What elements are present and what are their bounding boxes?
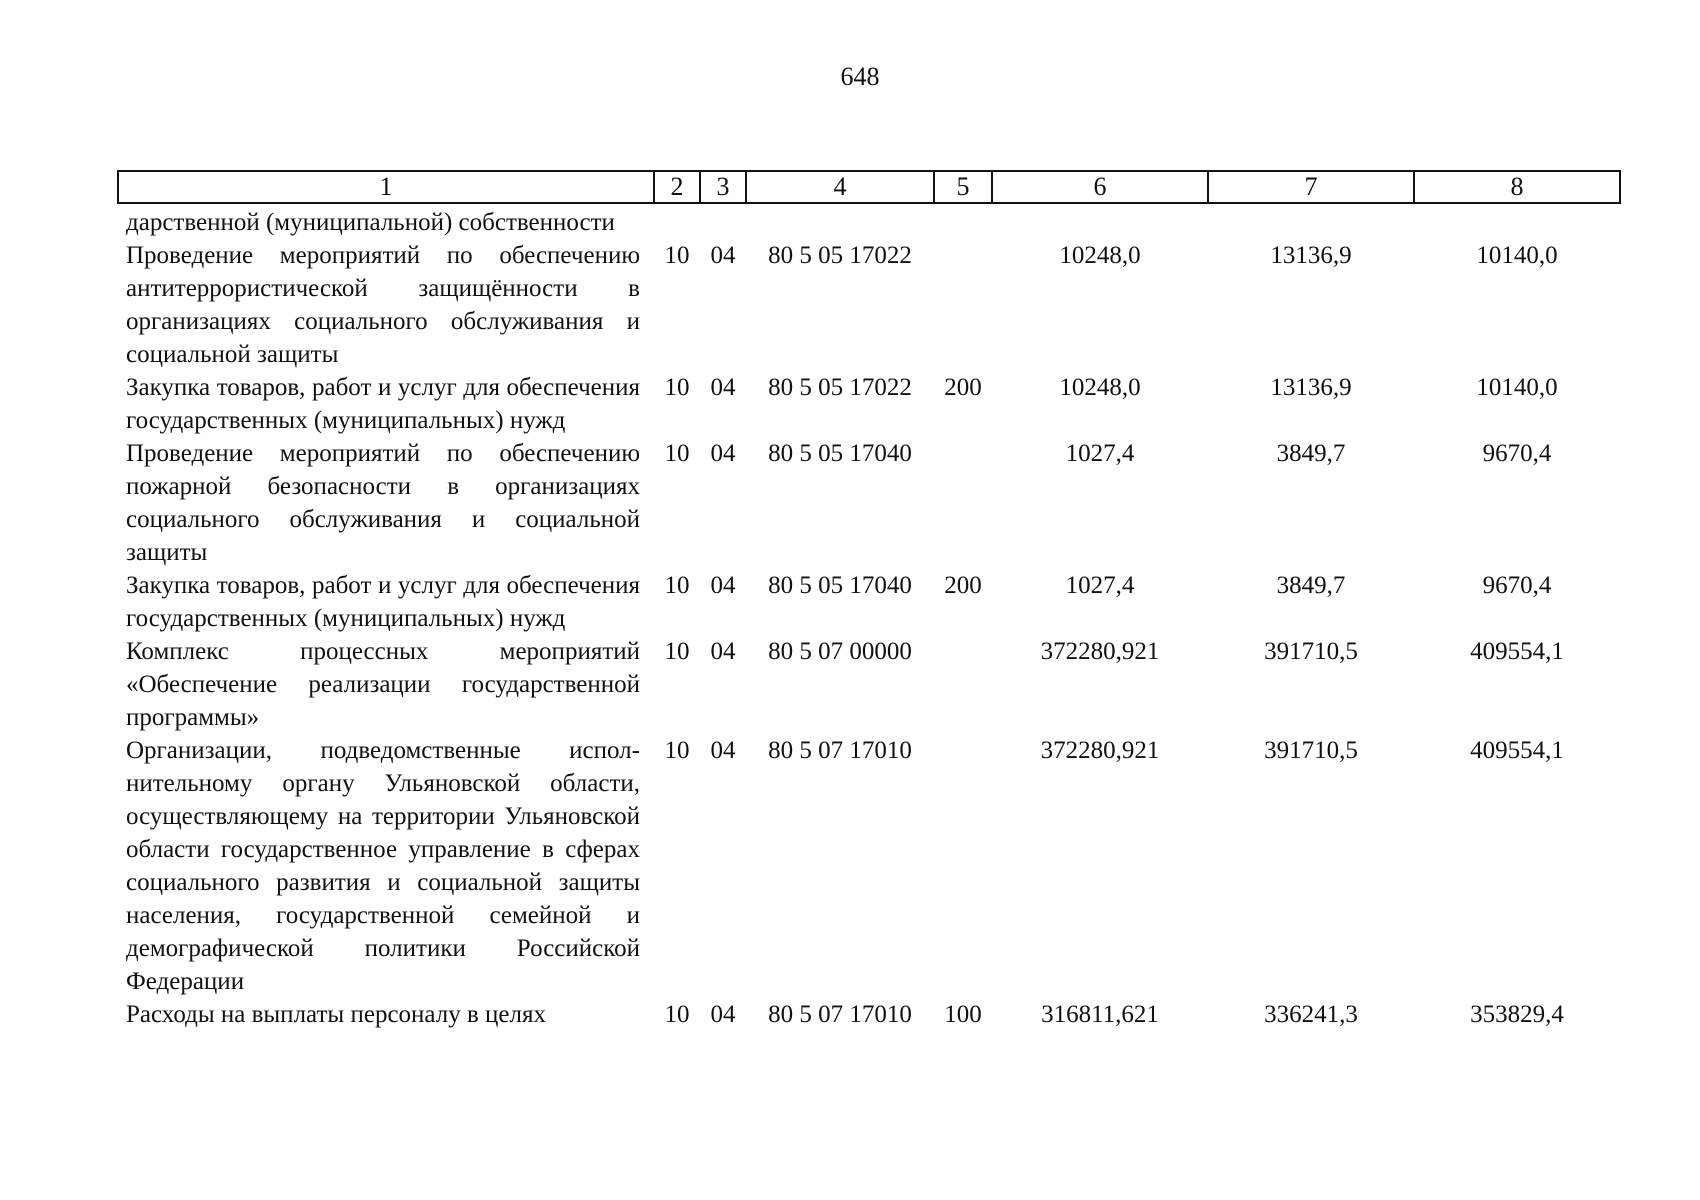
- row-expense-type: [934, 635, 992, 734]
- budget-table: [117, 170, 1621, 1031]
- row-name: Проведение мероприятий по обеспечению антитеррористической защищённости в организациях социального обслуживания и социальной защиты: [126, 242, 640, 368]
- header-col-2: 2: [654, 171, 700, 203]
- header-col-1: 1: [118, 171, 654, 203]
- header-col-4: 4: [746, 171, 934, 203]
- row-target-code: 80 5 05 17022: [768, 374, 912, 401]
- table-row: [118, 203, 1620, 239]
- row-target-code: 80 5 05 17022: [768, 242, 912, 269]
- budget-table-container: [117, 170, 1619, 1031]
- table-row: [118, 569, 1620, 635]
- row-section: 10: [664, 242, 690, 269]
- header-col-8: 8: [1414, 171, 1620, 203]
- row-amount-year3: 10140,0: [1476, 242, 1558, 269]
- table-row: [118, 734, 1620, 998]
- header-col-3: 3: [700, 171, 746, 203]
- row-target-code: 80 5 05 17040: [768, 572, 912, 599]
- table-row: [118, 371, 1620, 437]
- row-amount-year2: 336241,3: [1264, 1001, 1358, 1028]
- row-name: дарственной (муниципальной) собственности: [126, 209, 615, 236]
- row-amount-year2: [1208, 203, 1414, 239]
- row-subsection: [700, 203, 746, 239]
- row-section: 10: [664, 440, 690, 467]
- row-amount-year2: 13136,9: [1270, 374, 1352, 401]
- table-row: [118, 239, 1620, 371]
- row-amount-year1: 316811,621: [1041, 1001, 1159, 1028]
- page-number: 648: [840, 62, 880, 91]
- row-expense-type: 100: [944, 1001, 982, 1028]
- header-col-7: 7: [1208, 171, 1414, 203]
- row-amount-year2: 3849,7: [1276, 572, 1346, 599]
- table-row: [118, 635, 1620, 734]
- row-section: 10: [664, 737, 690, 764]
- row-subsection: 04: [710, 374, 736, 401]
- row-name: Расходы на выплаты персоналу в целях: [126, 1001, 546, 1028]
- row-expense-type: 200: [944, 374, 982, 401]
- row-amount-year3: 9670,4: [1482, 440, 1552, 467]
- row-amount-year1: [992, 203, 1208, 239]
- table-row: [118, 998, 1620, 1031]
- row-expense-type: [934, 437, 992, 569]
- header-row: [118, 171, 1620, 203]
- row-amount-year3: 353829,4: [1470, 1001, 1564, 1028]
- row-amount-year1: 10248,0: [1059, 374, 1141, 401]
- row-amount-year2: 391710,5: [1264, 737, 1358, 764]
- header-col-6: 6: [992, 171, 1208, 203]
- row-amount-year3: 10140,0: [1476, 374, 1558, 401]
- row-expense-type: [934, 239, 992, 371]
- row-target-code: 80 5 07 00000: [768, 638, 912, 665]
- row-name: Закупка товаров, работ и услуг для обеспечения государственных (муниципальных) нужд: [126, 572, 640, 632]
- row-amount-year1: 372280,921: [1040, 737, 1160, 764]
- row-amount-year1: 372280,921: [1040, 638, 1160, 665]
- header-col-5: 5: [934, 171, 992, 203]
- row-name: Проведение мероприятий по обеспечению пожарной безопасности в организациях социального обслуживания и социальной защиты: [126, 440, 640, 566]
- row-amount-year2: 391710,5: [1264, 638, 1358, 665]
- row-name: Закупка товаров, работ и услуг для обеспечения государственных (муниципальных) нужд: [126, 374, 640, 434]
- row-amount-year3: [1414, 203, 1620, 239]
- row-subsection: 04: [710, 638, 736, 665]
- row-subsection: 04: [710, 242, 736, 269]
- row-expense-type: [934, 734, 992, 998]
- row-amount-year1: 10248,0: [1059, 242, 1141, 269]
- row-section: [654, 203, 700, 239]
- row-section: 10: [664, 374, 690, 401]
- row-amount-year1: 1027,4: [1065, 572, 1135, 599]
- row-expense-type: 200: [944, 572, 982, 599]
- row-amount-year2: 3849,7: [1276, 440, 1346, 467]
- row-subsection: 04: [710, 1001, 736, 1028]
- row-name: Комплекс процессных мероприятий «Обеспечение реализации государственной программы»: [126, 638, 640, 731]
- row-target-code: 80 5 05 17040: [768, 440, 912, 467]
- row-subsection: 04: [710, 737, 736, 764]
- row-section: 10: [664, 638, 690, 665]
- row-subsection: 04: [710, 440, 736, 467]
- row-amount-year3: 409554,1: [1470, 737, 1564, 764]
- row-target-code: [746, 203, 934, 239]
- row-amount-year3: 9670,4: [1482, 572, 1552, 599]
- row-target-code: 80 5 07 17010: [768, 1001, 912, 1028]
- row-name: Организации, подведомственные исполнительному органу Ульяновской области, осуществляющему на территории Ульяновской области государственное управление в сферах социального развития и социальной защиты населения, государственной семейной и демографической политики Российской Федерации: [126, 737, 640, 995]
- row-amount-year2: 13136,9: [1270, 242, 1352, 269]
- row-section: 10: [664, 1001, 690, 1028]
- row-target-code: 80 5 07 17010: [768, 737, 912, 764]
- row-amount-year1: 1027,4: [1065, 440, 1135, 467]
- row-expense-type: [934, 203, 992, 239]
- table-row: [118, 437, 1620, 569]
- row-section: 10: [664, 572, 690, 599]
- row-subsection: 04: [710, 572, 736, 599]
- row-amount-year3: 409554,1: [1470, 638, 1564, 665]
